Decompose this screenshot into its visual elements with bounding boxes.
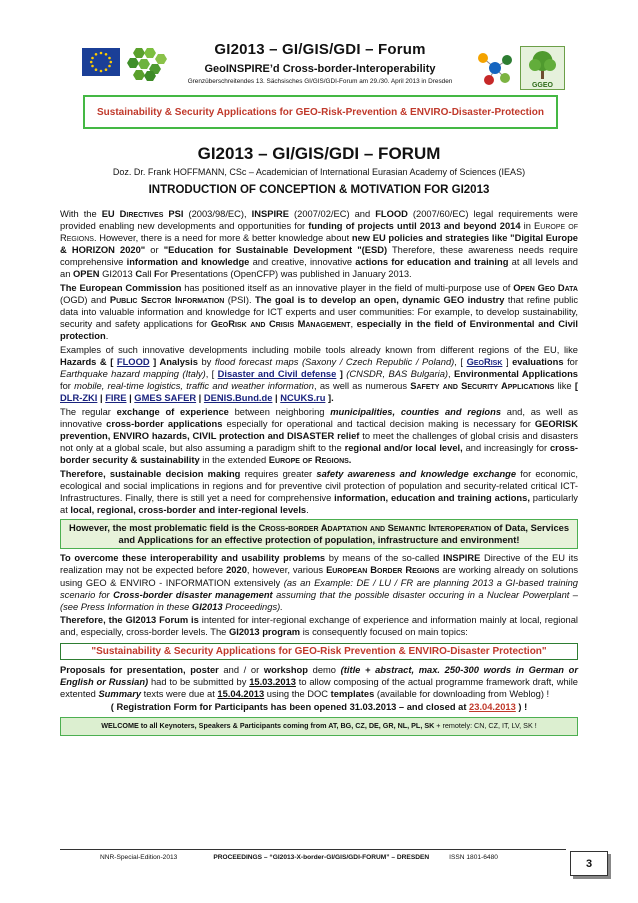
- footer-edition: NNR-Special-Edition-2013: [100, 854, 178, 861]
- paragraph-interoperability: To overcome these interoperability and usability problems by means of the so-called INSPIRE Directive of the EU its realization may not be expected before 2020, however, various European Border Regions are working already on solutions using GEO & ENVIRO - INFORMATION extensively (as an Example: DE / LU / FR are planning 2013 a GI-based training scenario for Cross-border disaster management assuming that the possible disaster occuring in a Nuclear Powerplant – (see Press Information in these GI2013 Proceedings).: [60, 553, 578, 612]
- paragraph-forum: Therefore, the GI2013 Forum is intented for inter-regional exchange of experience and information mainly at local, regional and, especially, cross-border levels. The GI2013 program is consequently focused on main topics:: [60, 615, 579, 638]
- footer-proceedings: PROCEEDINGS – “GI2013-X-border-GI/GIS/GDI-FORUM” – DRESDEN: [213, 854, 430, 861]
- denis-link[interactable]: DENIS.Bund.de: [203, 393, 273, 404]
- main-topic-text: "Sustainability & Security Applications for GEO-Risk Prevention & ENVIRO-Disaster Protection": [91, 645, 547, 657]
- main-topic-box: [60, 643, 578, 660]
- paragraph-examples: Examples of such innovative developments including mobile tools already known from different regions of the EU, like Hazards & [ FLOOD ] Analysis by flood forecast maps (Saxony / Czech Republic / Poland), [ GeoRisk ] evaluations for Earthquake hazard mapping (Italy), [ Disaster and Civil defense ] (CNSDR, BAS Bulgaria), Environmental Applications for mobile, real-time logistics, traffic and weather information, as well as numerous Safety and Security Applications like [ DLR-ZKI | FIRE | GMES SAFER | DENIS.Bund.de | NCUKS.ru ].: [60, 345, 578, 404]
- paragraph-exchange: The regular exchange of experience between neighboring municipalities, counties and regions and, as well as innovative cross-border applications especially for operational and tactical decision making is necessary for GEORISK prevention, ENVIRO hazards, CIVIL protection and DISASTER relief to meet the challenges of global crisis and disasters not only at a global scale, but also assuming a paradigm shift to the regional and/or local level, and increasingly for cross-border security & sustainability in the extended Europe of Regions.: [60, 407, 579, 466]
- disaster-civil-defense-link[interactable]: Disaster and Civil defense: [217, 369, 337, 380]
- footer-issn: ISSN 1801-6480: [449, 854, 498, 861]
- header-subtitle: GeoINSPIRE’d Cross-border-Interoperability: [204, 63, 436, 75]
- paragraph-proposals: Proposals for presentation, poster and / or workshop demo (title + abstract, max. 250-300 words in German or English or Russian) had to be submitted by 15.03.2013 to allow composing of the actual programme framework draft, while extented Summary texts were due at 15.04.2013 using the DOC templates (available for downloading from Weblog) !: [60, 664, 578, 699]
- ggeo-tree-logo: [520, 46, 565, 90]
- topic-banner-text: Sustainability & Security Applications for GEO-Risk-Prevention & ENVIRO-Disaster-Protection: [97, 106, 544, 118]
- document-author: Doz. Dr. Frank HOFFMANN, CSc – Academician of International Eurasian Academy of Sciences (IEAS): [112, 167, 526, 177]
- document-body: [60, 208, 578, 736]
- eu-flag-logo: [82, 48, 120, 76]
- paragraph-decision-making: Therefore, sustainable decision making requires greater safety awareness and knowledge exchange for economic, ecological and social implications in regions and for preventive civil protection of population and security-related critical ICT-Infrastructures. Finally, there is still yet a need for comprehensive information, education and training actions, particularly at local, regional, cross-border and inter-regional levels.: [60, 468, 578, 516]
- welcome-bar: WELCOME to all Keynoters, Speakers & Participants coming from AT, BG, CZ, DE, GR, NL, PL, SK + remotely: CN, CZ, IT, LV, SK !: [60, 717, 578, 735]
- page-number: 3: [570, 851, 608, 876]
- document-heading: INTRODUCTION OF CONCEPTION & MOTIVATION FOR GI2013: [148, 184, 490, 196]
- ncuks-link[interactable]: NCUKS.ru: [280, 393, 326, 404]
- dlr-zki-link[interactable]: DLR-ZKI: [60, 393, 98, 404]
- georisk-link[interactable]: GeoRisk: [466, 357, 503, 368]
- header-event-line: Grenzüberschreitendes 13. Sächsisches GI/GIS/GDI-Forum am 29./30. April 2013 in Dresden: [187, 78, 453, 85]
- gmes-safer-link[interactable]: GMES SAFER: [134, 393, 197, 404]
- ggeo-logo-text: GGEO: [531, 82, 554, 89]
- registration-note: ( Registration Form for Participants has been opened 31.03.2013 – and closed at 23.04.2013 ) !: [110, 702, 528, 713]
- flood-link[interactable]: FLOOD: [116, 357, 150, 368]
- footer: [60, 854, 566, 861]
- fire-link[interactable]: FIRE: [105, 393, 127, 404]
- footer-divider: [60, 849, 566, 850]
- paragraph-commission: The European Commission has positioned itself as an innovative player in the field of multi-purpose use of Open Geo Data (OGD) and Public Sector Information (PSI). The goal is to develop an open, dynamic GEO industry that refine public data into valuable information and knowledge for ICT experts and user communities: For example, to develop sustainability, security and safety applications for GeoRisk and Crisis Management, especially in the field of Environmental and Civil protection.: [60, 283, 578, 342]
- header-title: GI2013 – GI/GIS/GDI – Forum: [214, 41, 426, 58]
- document-title: GI2013 – GI/GIS/GDI – FORUM: [197, 144, 441, 163]
- topic-banner: [83, 95, 558, 129]
- problematic-field-highlight: However, the most problematic field is the Cross-border Adaptation and Semantic Interoperation of Data, Services and Applications for an effective protection of population, infrastructure and environment!: [60, 519, 578, 549]
- paragraph-directives: With the EU Directives PSI (2003/98/EC), INSPIRE (2007/02/EC) and FLOOD (2007/60/EC) legal requirements were provided enabling new developments and opportunities for funding of projects until 2013 and beyond 2014 in Europe of Regions. However, there is a need for more & better knowledge about new EU policies and strategies like "Digital Europe & HORIZON 2020" or "Education for Sustainable Development "(ESD) Therefore, these awareness needs require comprehensive information and knowledge and creative, innovative actions for education and training at all levels and an OPEN GI2013 Call For Presentations (OpenCFP) was published in January 2013.: [60, 209, 579, 280]
